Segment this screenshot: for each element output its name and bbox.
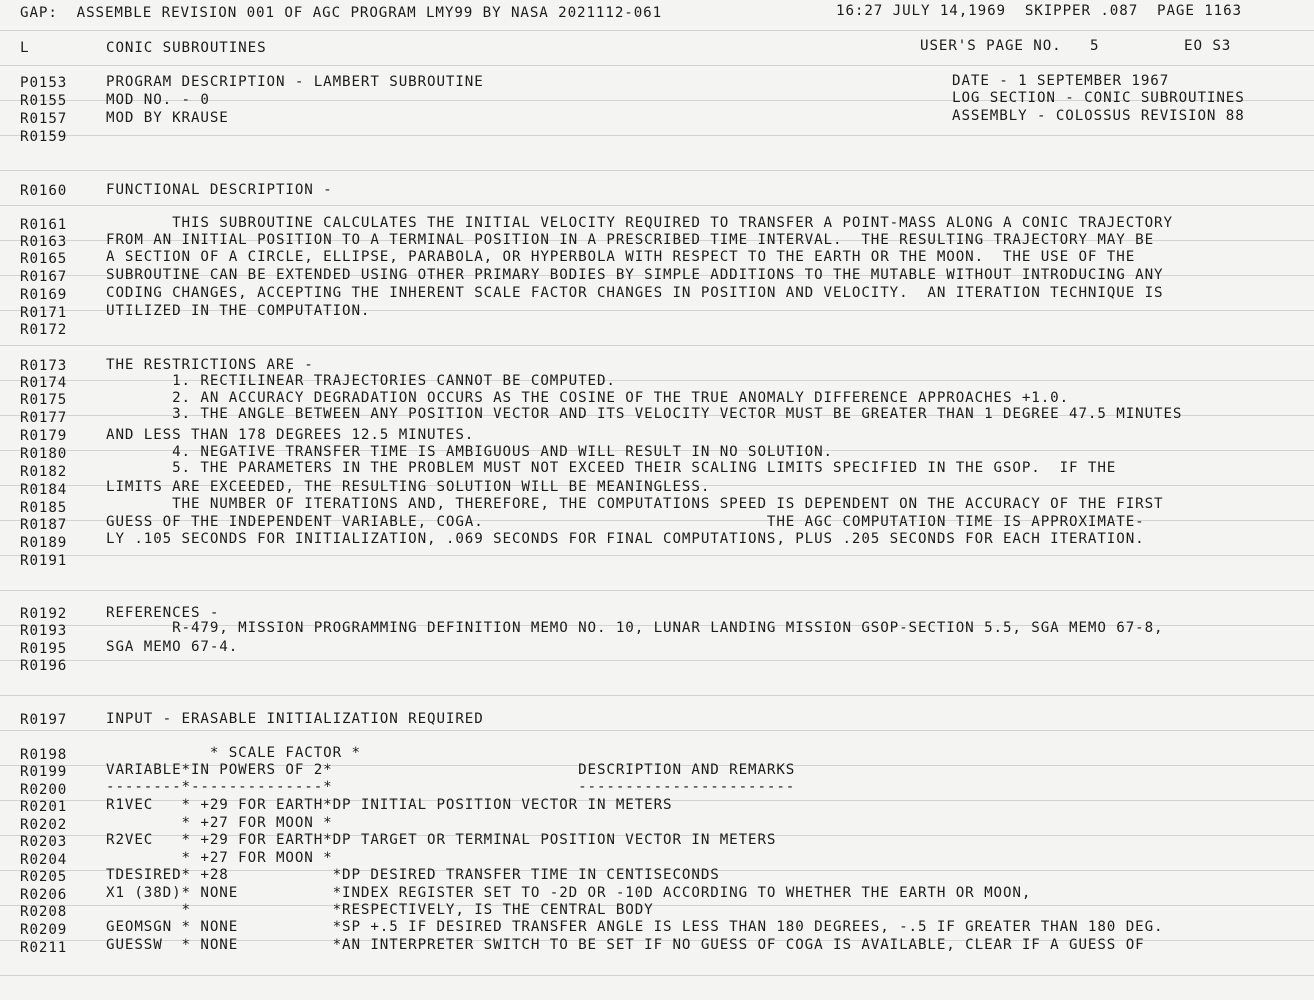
line-number: R0169 (20, 287, 68, 303)
line-number: R0159 (20, 129, 68, 145)
line-number: R0189 (20, 535, 68, 551)
line-number: R0179 (20, 428, 68, 444)
line-number: R0184 (20, 482, 68, 498)
line-number: R0204 (20, 852, 68, 868)
listing-line: FROM AN INITIAL POSITION TO A TERMINAL POSITION IN A PRESCRIBED TIME INTERVAL. THE RESULTING TRAJECTORY MAY BE (106, 232, 1155, 248)
log-section-line: LOG SECTION - CONIC SUBROUTINES (952, 90, 1245, 106)
line-number: R0163 (20, 234, 68, 250)
line-number: R0211 (20, 940, 68, 956)
listing-line: THE NUMBER OF ITERATIONS AND, THEREFORE, THE COMPUTATIONS SPEED IS DEPENDENT ON THE ACCURACY OF THE FIRST (106, 496, 1164, 512)
listing-line: 1. RECTILINEAR TRAJECTORIES CANNOT BE COMPUTED. (106, 373, 616, 389)
listing-line: 3. THE ANGLE BETWEEN ANY POSITION VECTOR AND ITS VELOCITY VECTOR MUST BE GREATER THAN 1 DEGREE 47.5 MINUTES (106, 406, 1183, 422)
listing-line: SUBROUTINE CAN BE EXTENDED USING OTHER PRIMARY BODIES BY SIMPLE ADDITIONS TO THE MUTABLE WITHOUT INTRODUCING ANY (106, 267, 1164, 283)
assembly-line: ASSEMBLY - COLOSSUS REVISION 88 (952, 108, 1245, 124)
line-number: R0208 (20, 904, 68, 920)
line-number: R0191 (20, 553, 68, 569)
listing-line: * +27 FOR MOON * (106, 850, 333, 866)
line-number: R0165 (20, 251, 68, 267)
listing-line: GUESSW * NONE *AN INTERPRETER SWITCH TO BE SET IF NO GUESS OF COGA IS AVAILABLE, CLEAR IF A GUESS OF (106, 937, 1145, 953)
listing-line: CODING CHANGES, ACCEPTING THE INHERENT SCALE FACTOR CHANGES IN POSITION AND VELOCITY. AN ITERATION TECHNIQUE IS (106, 285, 1164, 301)
listing-line: REFERENCES - (106, 605, 220, 621)
line-number: R0157 (20, 111, 68, 127)
listing-line: R1VEC * +29 FOR EARTH*DP INITIAL POSITION VECTOR IN METERS (106, 797, 673, 813)
listing-line: A SECTION OF A CIRCLE, ELLIPSE, PARABOLA, OR HYPERBOLA WITH RESPECT TO THE EARTH OR THE MOON. THE USE OF THE (106, 249, 1136, 265)
line-number: R0173 (20, 358, 68, 374)
line-number: R0171 (20, 305, 68, 321)
listing-line: THIS SUBROUTINE CALCULATES THE INITIAL VELOCITY REQUIRED TO TRANSFER A POINT-MASS ALONG A CONIC TRAJECTORY (106, 215, 1173, 231)
line-number: R0209 (20, 922, 68, 938)
line-number: P0153 (20, 75, 68, 91)
line-number: R0203 (20, 834, 68, 850)
listing-line: GUESS OF THE INDEPENDENT VARIABLE, COGA. THE AGC COMPUTATION TIME IS APPROXIMATE- (106, 514, 1145, 530)
line-number: R0193 (20, 623, 68, 639)
line-number: R0196 (20, 658, 68, 674)
line-number: R0172 (20, 322, 68, 338)
listing-line: TDESIRED* +28 *DP DESIRED TRANSFER TIME IN CENTISECONDS (106, 867, 720, 883)
listing-line: INPUT - ERASABLE INITIALIZATION REQUIRED (106, 711, 484, 727)
header-timestamp-page: 16:27 JULY 14,1969 SKIPPER .087 PAGE 1163 (836, 3, 1242, 19)
listing-line: GEOMSGN * NONE *SP +.5 IF DESIRED TRANSFER ANGLE IS LESS THAN 180 DEGREES, -.5 IF GREATER THAN 180 DEG. (106, 919, 1164, 935)
date-line: DATE - 1 SEPTEMBER 1967 (952, 73, 1170, 89)
header-assembly-line: GAP: ASSEMBLE REVISION 001 OF AGC PROGRAM LMY99 BY NASA 2021112-061 (20, 5, 663, 21)
line-number: R0185 (20, 500, 68, 516)
users-page-number: USER'S PAGE NO. 5 (920, 38, 1100, 54)
line-number: R0200 (20, 782, 68, 798)
line-number: R0161 (20, 217, 68, 233)
listing-line: 4. NEGATIVE TRANSFER TIME IS AMBIGUOUS AND WILL RESULT IN NO SOLUTION. (106, 444, 834, 460)
listing-line: 5. THE PARAMETERS IN THE PROBLEM MUST NOT EXCEED THEIR SCALING LIMITS SPECIFIED IN THE GSOP. IF THE (106, 460, 1117, 476)
section-code: EO S3 (1184, 38, 1232, 54)
listing-line: UTILIZED IN THE COMPUTATION. (106, 303, 371, 319)
line-number: R0197 (20, 712, 68, 728)
listing-line: FUNCTIONAL DESCRIPTION - (106, 182, 333, 198)
line-number: R0205 (20, 869, 68, 885)
listing-line: VARIABLE*IN POWERS OF 2* DESCRIPTION AND REMARKS (106, 762, 796, 778)
listing-line: R-479, MISSION PROGRAMMING DEFINITION MEMO NO. 10, LUNAR LANDING MISSION GSOP-SECTION 5.5, SGA MEMO 67-8, (106, 620, 1164, 636)
line-number: R0182 (20, 464, 68, 480)
listing-line: PROGRAM DESCRIPTION - LAMBERT SUBROUTINE (106, 74, 484, 90)
line-number: R0175 (20, 392, 68, 408)
line-number: R0155 (20, 93, 68, 109)
listing-line: * SCALE FACTOR * (106, 745, 361, 761)
listing-line: * *RESPECTIVELY, IS THE CENTRAL BODY (106, 902, 654, 918)
listing-line: X1 (38D)* NONE *INDEX REGISTER SET TO -2D OR -10D ACCORDING TO WHETHER THE EARTH OR MOON, (106, 885, 1032, 901)
line-number: R0202 (20, 817, 68, 833)
line-number: R0195 (20, 641, 68, 657)
line-number: R0180 (20, 446, 68, 462)
subheader-marker: L (20, 40, 30, 56)
listing-line: LY .105 SECONDS FOR INITIALIZATION, .069 SECONDS FOR FINAL COMPUTATIONS, PLUS .205 SECONDS FOR EACH ITERATION. (106, 531, 1145, 547)
line-number: R0160 (20, 183, 68, 199)
listing-line: --------*--------------* ----------------------- (106, 779, 796, 795)
listing-line: AND LESS THAN 178 DEGREES 12.5 MINUTES. (106, 427, 475, 443)
listing-line: MOD BY KRAUSE (106, 110, 229, 126)
section-title: CONIC SUBROUTINES (106, 40, 267, 56)
listing-line: 2. AN ACCURACY DEGRADATION OCCURS AS THE COSINE OF THE TRUE ANOMALY DIFFERENCE APPROACHES +1.0. (106, 390, 1070, 406)
listing-line: MOD NO. - 0 (106, 92, 210, 108)
listing-line: LIMITS ARE EXCEEDED, THE RESULTING SOLUTION WILL BE MEANINGLESS. (106, 479, 711, 495)
listing-line: THE RESTRICTIONS ARE - (106, 357, 314, 373)
line-number: R0167 (20, 269, 68, 285)
line-number: R0177 (20, 410, 68, 426)
listing-line: * +27 FOR MOON * (106, 815, 333, 831)
listing-line: SGA MEMO 67-4. (106, 639, 239, 655)
line-number: R0187 (20, 517, 68, 533)
line-number: R0198 (20, 747, 68, 763)
listing-line: R2VEC * +29 FOR EARTH*DP TARGET OR TERMINAL POSITION VECTOR IN METERS (106, 832, 777, 848)
line-number: R0199 (20, 764, 68, 780)
line-number: R0206 (20, 887, 68, 903)
line-number: R0201 (20, 799, 68, 815)
line-number: R0174 (20, 375, 68, 391)
line-number: R0192 (20, 606, 68, 622)
